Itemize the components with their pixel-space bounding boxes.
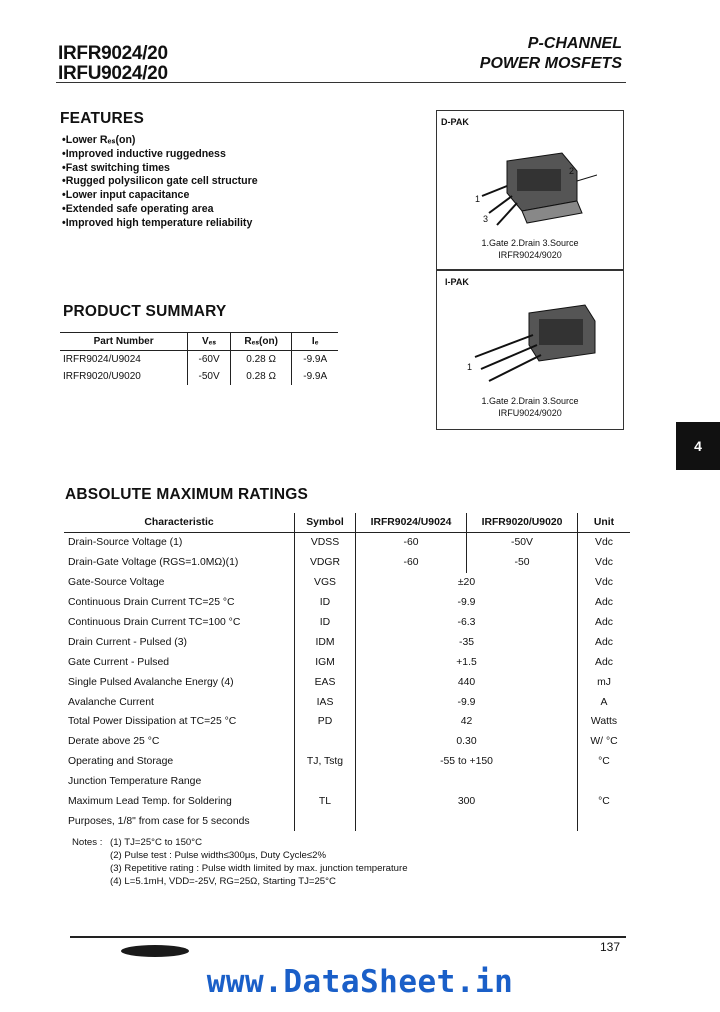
feature-item: • Fast switching times: [62, 162, 258, 176]
characteristic-cell: Drain Current - Pulsed (3): [68, 636, 187, 648]
unit-cell: Vdc: [578, 573, 631, 593]
ratings-title: ABSOLUTE MAXIMUM RATINGS: [65, 486, 309, 503]
col-symbol: Symbol: [295, 513, 356, 533]
table-row: [64, 752, 630, 772]
dpak-pin-1-label: 1: [475, 194, 481, 204]
cell: -9.9A: [292, 368, 338, 385]
dpak-package-box: [436, 110, 624, 270]
category-line-2: POWER MOSFETS: [479, 55, 622, 72]
table-header-row: [64, 513, 630, 533]
table-row: [64, 811, 630, 831]
value-9020-cell: -50V: [467, 533, 578, 553]
unit-cell: [578, 772, 631, 792]
value-cell: -55 to +150: [356, 752, 578, 772]
ipak-illustration: [467, 295, 617, 385]
page-number: 137: [600, 940, 621, 954]
table-row: [64, 732, 630, 752]
symbol-cell: VDGR: [295, 553, 356, 573]
unit-cell: [578, 811, 631, 831]
characteristic-cell: Operating and Storage: [68, 756, 174, 768]
symbol-cell: IDM: [295, 632, 356, 652]
characteristic-cell: Continuous Drain Current TC=100 °C: [68, 617, 241, 628]
unit-cell: Vdc: [578, 553, 631, 573]
table-row: [64, 553, 630, 573]
dpak-part-caption: IRFR9024/9020: [498, 250, 562, 260]
table-row: [64, 692, 630, 712]
watermark-link[interactable]: www.DataSheet.in: [206, 964, 514, 1000]
value-cell: -35: [356, 632, 578, 652]
characteristic-cell: Purposes, 1/8" from case for 5 seconds: [68, 815, 250, 827]
symbol-cell: IAS: [295, 692, 356, 712]
col-id: Iₑ: [292, 333, 338, 351]
value-cell: 440: [356, 672, 578, 692]
characteristic-cell: Gate-Source Voltage: [68, 577, 165, 589]
characteristic-cell: Drain-Gate Voltage (RGS=1.0MΩ)(1): [68, 557, 239, 569]
col-irfr9020: IRFR9020/U9020: [467, 513, 578, 533]
feature-item: • Lower Rₑₛ(on): [62, 134, 258, 148]
dpak-pin-3-label: 3: [483, 214, 489, 224]
value-9020-cell: -50: [467, 553, 578, 573]
unit-cell: °C: [578, 792, 631, 812]
cell: 0.28 Ω: [230, 351, 292, 369]
characteristic-cell: Drain-Source Voltage (1): [68, 537, 183, 549]
product-summary-title: PRODUCT SUMMARY: [63, 303, 227, 320]
symbol-cell: PD: [295, 712, 356, 732]
features-title: FEATURES: [60, 110, 144, 127]
dpak-pin-caption: 1.Gate 2.Drain 3.Source: [481, 238, 579, 248]
unit-cell: Adc: [578, 613, 631, 633]
note-item: (4) L=5.1mH, VDD=-25V, RG=25Ω, Starting TJ=25°C: [110, 876, 336, 887]
header-rule: [56, 82, 626, 83]
table-header-row: [60, 333, 338, 351]
value-9024-cell: -60: [356, 553, 467, 573]
cell: IRFR9024/U9024: [63, 354, 141, 365]
ipak-package-box: [436, 270, 624, 430]
symbol-cell: VGS: [295, 573, 356, 593]
col-part-number: Part Number: [60, 333, 188, 351]
table-row: [60, 351, 338, 369]
table-row: [64, 632, 630, 652]
table-row: [64, 772, 630, 792]
unit-cell: Adc: [578, 652, 631, 672]
note-item: (3) Repetitive rating : Pulse width limited by max. junction temperature: [110, 863, 408, 874]
notes-list: [110, 836, 408, 888]
value-cell: ±20: [356, 573, 578, 593]
value-cell: -6.3: [356, 613, 578, 633]
cell: IRFR9020/U9020: [63, 371, 141, 382]
ratings-body: [64, 533, 630, 832]
product-summary-table: [60, 332, 338, 385]
col-unit: Unit: [578, 513, 631, 533]
characteristic-cell: Total Power Dissipation at TC=25 °C: [68, 716, 237, 728]
symbol-cell: ID: [295, 593, 356, 613]
table-row: [64, 613, 630, 633]
notes-label: Notes :: [72, 837, 103, 848]
unit-cell: Vdc: [578, 533, 631, 553]
characteristic-cell: Maximum Lead Temp. for Soldering: [68, 796, 232, 808]
symbol-cell: ID: [295, 613, 356, 633]
symbol-cell: [295, 811, 356, 831]
characteristic-cell: Junction Temperature Range: [68, 776, 202, 788]
col-vds: Vₑₛ: [188, 333, 231, 351]
section-tab: 4: [676, 422, 720, 470]
table-row: [64, 573, 630, 593]
symbol-cell: EAS: [295, 672, 356, 692]
col-characteristic: Characteristic: [64, 513, 295, 533]
value-cell: 42: [356, 712, 578, 732]
unit-cell: °C: [578, 752, 631, 772]
value-cell: -9.9: [356, 692, 578, 712]
unit-cell: Adc: [578, 593, 631, 613]
characteristic-cell: Continuous Drain Current TC=25 °C: [68, 597, 235, 609]
part-number-1: IRFR9024/20: [58, 43, 168, 64]
note-item: (1) TJ=25°C to 150°C: [110, 837, 203, 848]
ratings-table: [64, 513, 630, 831]
table-row: [64, 792, 630, 812]
symbol-cell: TL: [295, 792, 356, 812]
characteristic-cell: Single Pulsed Avalanche Energy (4): [68, 676, 234, 688]
value-cell: [356, 811, 578, 831]
table-row: [60, 368, 338, 385]
feature-item: • Extended safe operating area: [62, 203, 258, 217]
feature-item: • Improved inductive ruggedness: [62, 148, 258, 162]
table-row: [64, 593, 630, 613]
dpak-pin-2-label: 2: [569, 166, 575, 176]
table-row: [64, 712, 630, 732]
value-cell: 300: [356, 792, 578, 812]
unit-cell: Adc: [578, 632, 631, 652]
symbol-cell: IGM: [295, 652, 356, 672]
characteristic-cell: Derate above 25 °C: [68, 736, 160, 748]
cell: -9.9A: [292, 351, 338, 369]
unit-cell: Watts: [578, 712, 631, 732]
characteristic-cell: Gate Current - Pulsed: [68, 656, 170, 668]
value-cell: 0.30: [356, 732, 578, 752]
category-line-1: P-CHANNEL: [527, 35, 622, 52]
unit-cell: mJ: [578, 672, 631, 692]
feature-item: • Rugged polysilicon gate cell structure: [62, 175, 258, 189]
value-9024-cell: -60: [356, 533, 467, 553]
symbol-cell: VDSS: [295, 533, 356, 553]
ipak-label: I-PAK: [445, 277, 469, 287]
col-rds-on: Rₑₛ(on): [230, 333, 292, 351]
table-row: [64, 533, 630, 553]
cell: 0.28 Ω: [230, 368, 292, 385]
col-irfr9024: IRFR9024/U9024: [356, 513, 467, 533]
characteristic-cell: Avalanche Current: [68, 696, 154, 708]
features-list: [62, 134, 258, 231]
symbol-cell: [295, 732, 356, 752]
symbol-cell: TJ, Tstg: [295, 752, 356, 772]
table-row: [64, 672, 630, 692]
part-number-2: IRFU9024/20: [58, 63, 168, 84]
ipak-part-caption: IRFU9024/9020: [498, 408, 562, 418]
unit-cell: A: [578, 692, 631, 712]
note-item: (2) Pulse test : Pulse width≤300μs, Duty Cycle≤2%: [110, 850, 327, 861]
value-cell: [356, 772, 578, 792]
brand-logo-icon: [120, 944, 190, 958]
dpak-label: D-PAK: [441, 117, 469, 127]
feature-item: • Improved high temperature reliability: [62, 217, 258, 231]
value-cell: +1.5: [356, 652, 578, 672]
value-cell: -9.9: [356, 593, 578, 613]
unit-cell: W/ °C: [578, 732, 631, 752]
ipak-pin-caption: 1.Gate 2.Drain 3.Source: [481, 396, 579, 406]
ipak-pin-1-label: 1: [467, 362, 473, 372]
table-row: [64, 652, 630, 672]
feature-item: • Lower input capacitance: [62, 189, 258, 203]
cell: -60V: [188, 351, 231, 369]
symbol-cell: [295, 772, 356, 792]
cell: -50V: [188, 368, 231, 385]
footer-rule: [70, 936, 626, 938]
